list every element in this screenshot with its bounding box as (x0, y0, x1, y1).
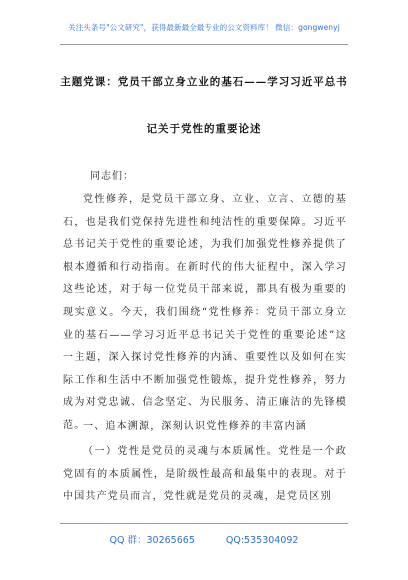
body-paragraph: （一）党性是党员的灵魂与本质属性。党性是一个政党固有的本质属性，是阶级性最高和最集中的表现。对于中国共产党员而言，党性就是党员的灵魂，是党员区别 (63, 446, 347, 503)
body-paragraph: 党性修养，是党员干部立身、立业、立言、立德的基石，也是我们党保持先进性和纯洁性的重要保障。习近平总书记关于党性的重要论述，为我们加强党性修养提供了根本遵循和行动指南。在新时代的伟大征程中，深入学习这些论述，对于每一位党员干部来说，都具有极为重要的现实意义。今天，我们围绕“党性修养：党员干部立身立业的基石——学习习近平总书记关于党性的重要论述”这一主题，深入探讨党性修养的内涵、重要性以及如何在实际工作和生活中不断加强党性锻炼，提升党性修养，努力成为对党忠诚、信念坚定、为民服务、清正廉洁的先锋模范。 (63, 194, 347, 431)
footer-divider (60, 523, 348, 524)
header-note: 关注头条号"公文研究"，获得最新最全最专业的公文资料库！ 微信：gongwenyj (68, 23, 340, 32)
greeting: 同志们： (90, 171, 134, 182)
document-title-line-1: 主题党课：党员干部立身立业的基石——学习习近平总书 (60, 76, 348, 88)
footer (0, 532, 408, 546)
footer-qq: QQ:535304092 (225, 535, 299, 546)
document-title-line-2: 记关于党性的重要论述 (146, 123, 262, 135)
section-heading: 一、追本溯源，深刻认识党性修养的丰富内涵 (83, 421, 307, 432)
footer-qq-group: QQ 群：30265665 (109, 535, 195, 546)
header-divider (60, 44, 348, 45)
